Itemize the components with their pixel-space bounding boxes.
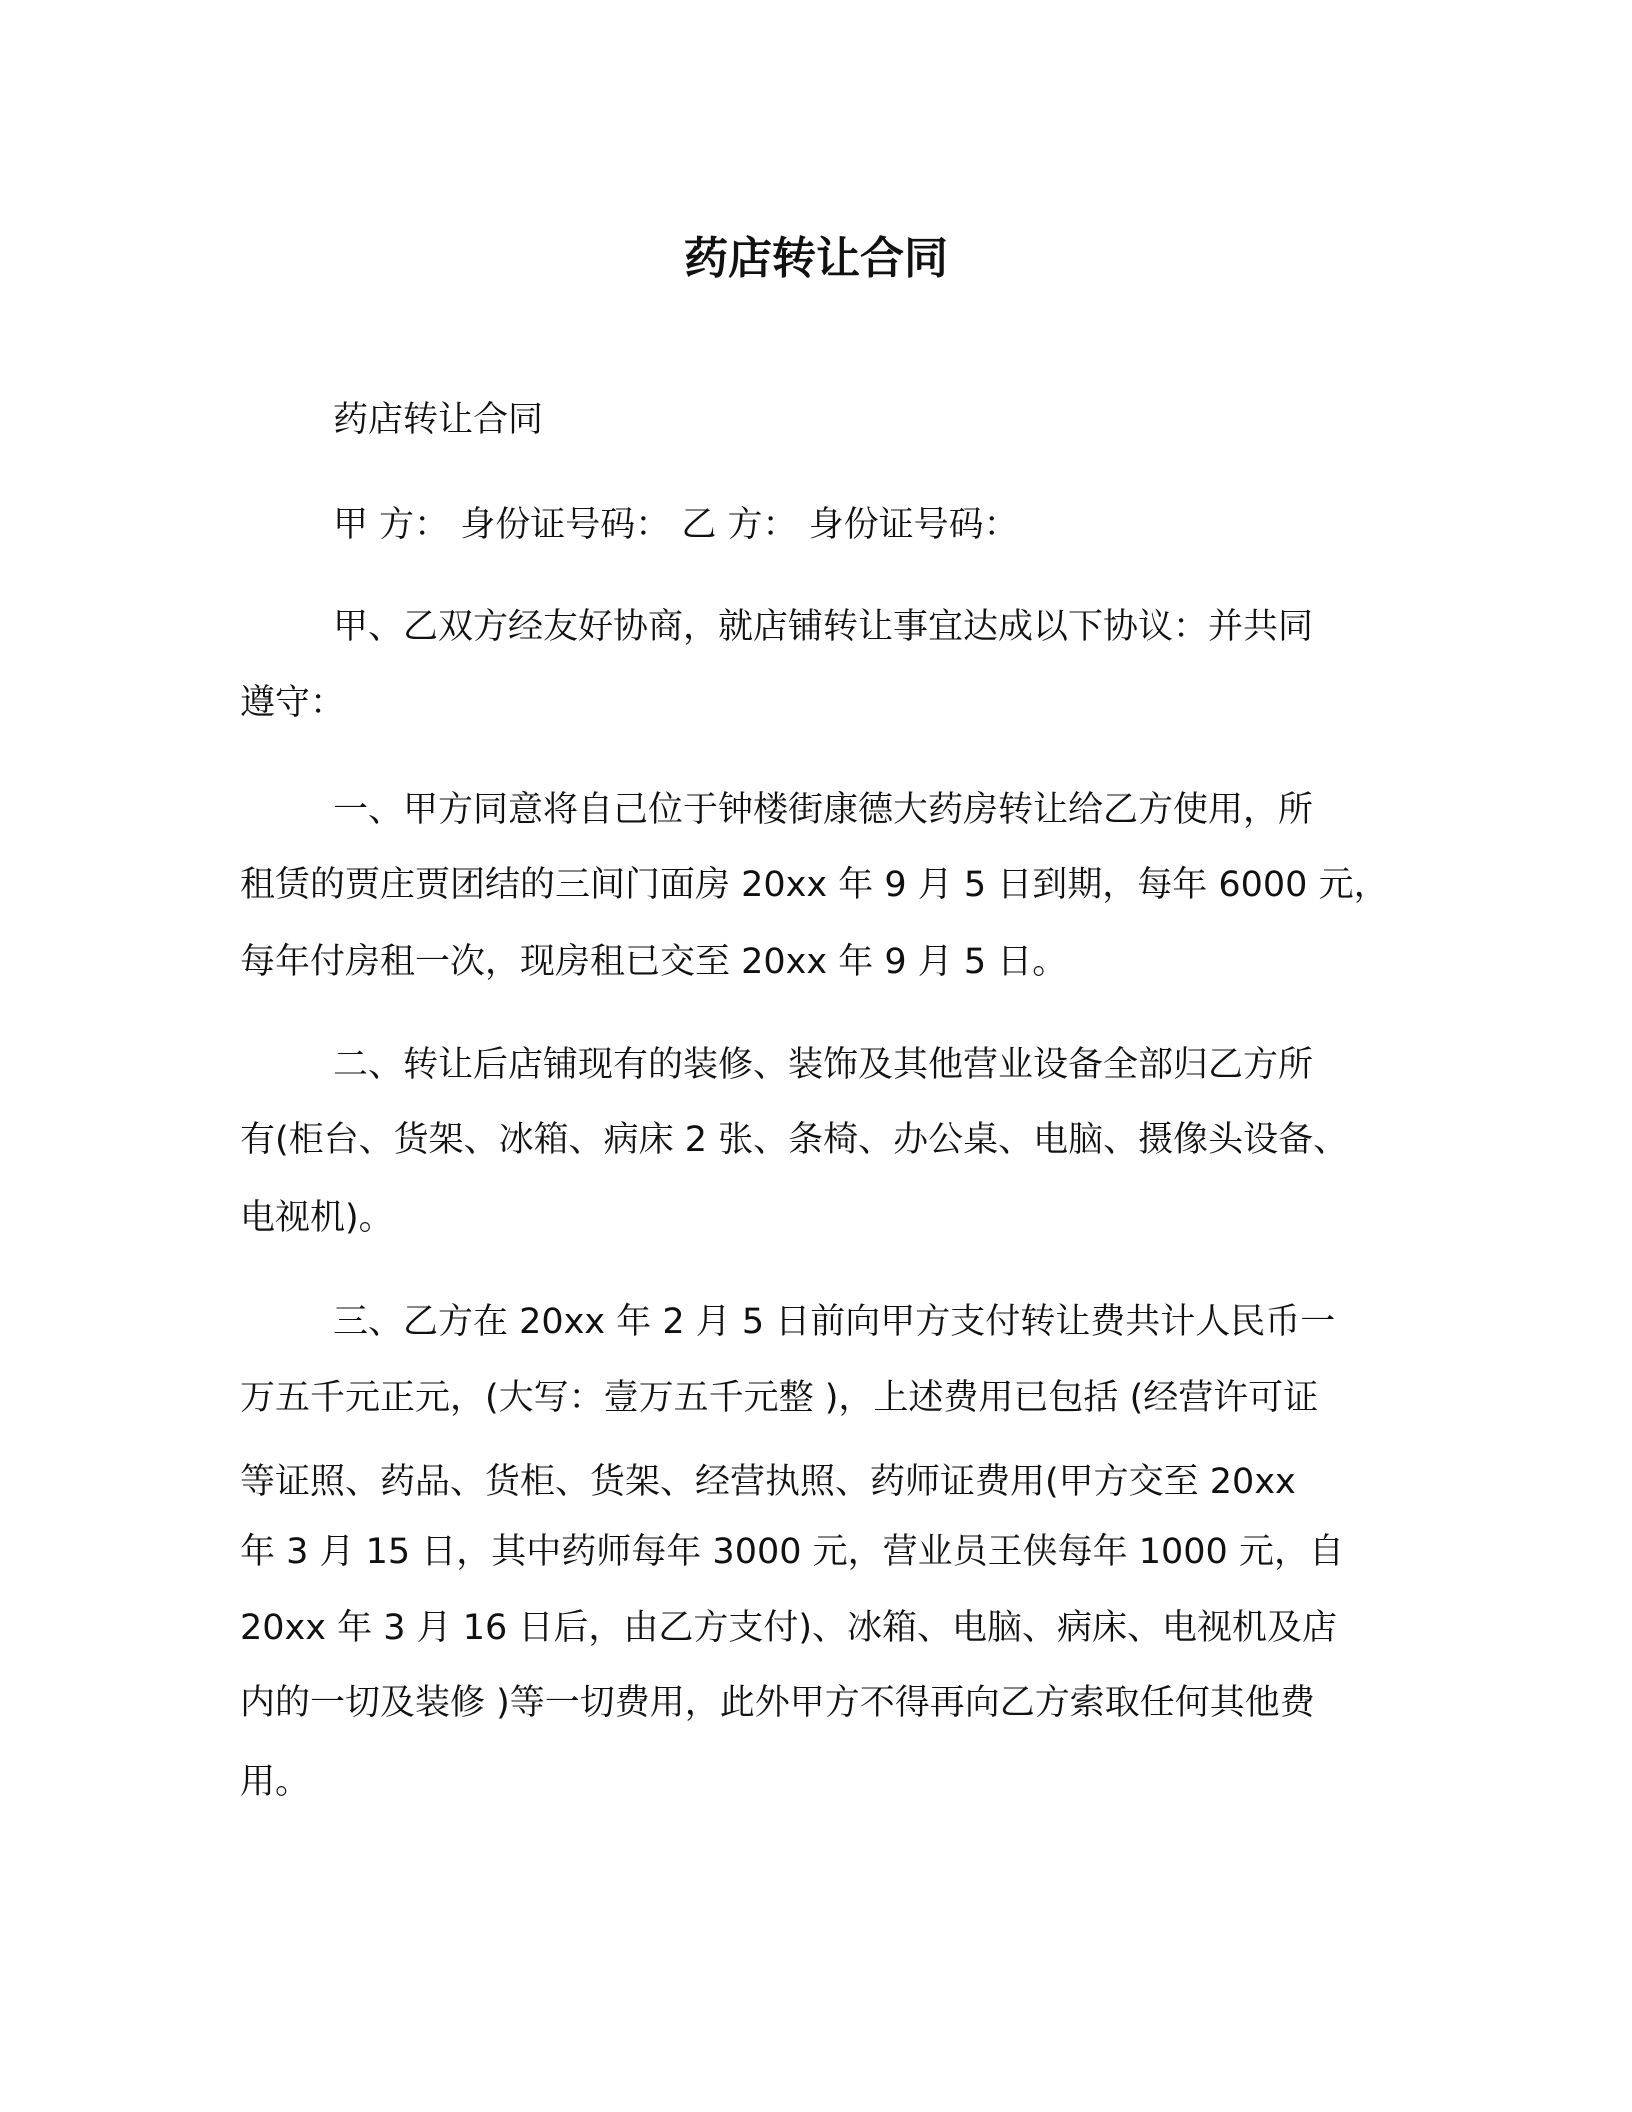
paragraph-line: 用。 [240, 1762, 311, 1802]
paragraph-line: 等证照、药品、货柜、货架、经营执照、药师证费用(甲方交至 20xx [240, 1462, 1296, 1502]
subtitle: 药店转让合同 [333, 400, 544, 440]
parties-line: 甲 方： 身份证号码： 乙 方： 身份证号码： [333, 505, 1019, 545]
paragraph-line: 遵守： [240, 683, 346, 723]
paragraph-line: 有(柜台、货架、冰箱、病床 2 张、条椅、办公桌、电脑、摄像头设备、 [240, 1120, 1349, 1160]
paragraph-line: 万五千元正元，(大写：壹万五千元整 )，上述费用已包括 (经营许可证 [240, 1378, 1319, 1418]
paragraph-line: 20xx 年 3 月 16 日后，由乙方支付)、冰箱、电脑、病床、电视机及店 [240, 1608, 1338, 1648]
paragraph-line: 年 3 月 15 日，其中药师每年 3000 元，营业员王侠每年 1000 元，自 [240, 1532, 1344, 1572]
paragraph-line: 甲、乙双方经友好协商，就店铺转让事宜达成以下协议：并共同 [333, 607, 1314, 647]
document-title: 药店转让合同 [684, 233, 948, 284]
paragraph-line: 租赁的贾庄贾团结的三间门面房 20xx 年 9 月 5 日到期，每年 6000 元， [240, 865, 1389, 905]
paragraph-line: 二、转让后店铺现有的装修、装饰及其他营业设备全部归乙方所 [333, 1045, 1314, 1085]
paragraph-line: 一、甲方同意将自己位于钟楼街康德大药房转让给乙方使用，所 [333, 790, 1314, 830]
paragraph-line: 电视机)。 [240, 1198, 394, 1238]
paragraph-line: 内的一切及装修 )等一切费用，此外甲方不得再向乙方索取任何其他费 [240, 1683, 1315, 1723]
paragraph-line: 每年付房租一次，现房租已交至 20xx 年 9 月 5 日。 [240, 942, 1068, 982]
paragraph-line: 三、乙方在 20xx 年 2 月 5 日前向甲方支付转让费共计人民币一 [333, 1302, 1336, 1342]
